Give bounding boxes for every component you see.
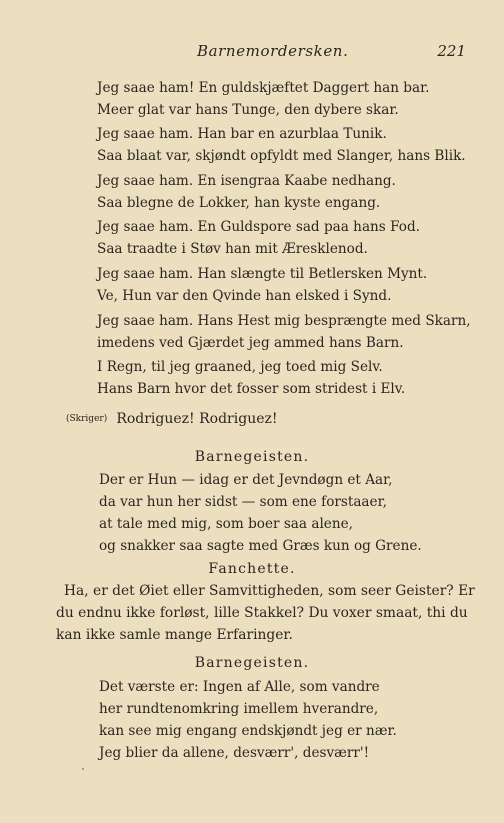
prose-paragraph — [56, 580, 478, 646]
verse-line: her rundtenomkring imellem hverandre, — [99, 701, 379, 717]
speaker-name: Fanchette. — [208, 561, 296, 577]
prose-line: kan ikke samle mange Erfaringer. — [56, 627, 293, 643]
verse-line: Jeg saae ham. Han slængte til Betlersken Mynt. — [97, 266, 428, 282]
stage-direction: (Skriger) — [66, 414, 108, 424]
stanza — [99, 469, 479, 557]
verse-line: Saa traadte i Støv han mit Æresklenod. — [97, 241, 368, 257]
verse-line: Saa blaat var, skjøndt opfyldt med Slanger, hans Blik. — [97, 148, 466, 164]
stanza — [97, 77, 477, 121]
verse-line: I Regn, til jeg graaned, jeg toed mig Selv. — [97, 359, 383, 375]
verse-line: Jeg saae ham! En guldskjæftet Daggert han bar. — [97, 80, 430, 96]
speaker-name: Barnegeisten. — [194, 655, 310, 671]
stanza — [97, 216, 477, 260]
stanza — [97, 310, 477, 354]
verse-line: Jeg saae ham. Han bar en azurblaa Tunik. — [97, 126, 387, 142]
page-header — [0, 42, 504, 62]
stanza — [99, 676, 479, 764]
verse-line: Ve, Hun var den Qvinde han elsked i Synd. — [97, 288, 392, 304]
verse-line: Hans Barn hvor det fosser som stridest i Elv. — [97, 381, 406, 397]
verse-line: Jeg saae ham. En isengraa Kaabe nedhang. — [97, 173, 396, 189]
verse-line: imedens ved Gjærdet jeg ammed hans Barn. — [97, 335, 404, 351]
verse-line: Der er Hun — idag er det Jevndøgn et Aar, — [99, 472, 393, 488]
stanza — [97, 123, 477, 167]
verse-line: at tale med mig, som boer saa alene, — [99, 516, 353, 532]
verse-line: Jeg saae ham. En Guldspore sad paa hans Fod. — [97, 219, 420, 235]
verse-line: da var hun her sidst — som ene forstaaer, — [99, 494, 387, 510]
stanza — [97, 356, 477, 400]
stanza — [97, 170, 477, 214]
stanza — [97, 263, 477, 307]
paper-speck — [82, 768, 84, 770]
page-number: 221 — [437, 42, 466, 60]
prose-line: du endnu ikke forløst, lille Stakkel? Du voxer smaat, thi du — [56, 605, 468, 621]
verse-line: Saa blegne de Lokker, han kyste engang. — [97, 195, 381, 211]
speaker-name: Barnegeisten. — [194, 449, 310, 465]
running-title: Barnemordersken. — [197, 42, 349, 60]
verse-line: Det værste er: Ingen af Alle, som vandre — [99, 679, 380, 695]
verse-line: Meer glat var hans Tunge, den dybere skar. — [97, 102, 399, 118]
verse-line: Jeg saae ham. Hans Hest mig besprængte med Skarn, — [97, 313, 471, 329]
verse-line: kan see mig engang endskjøndt jeg er nær. — [99, 723, 397, 739]
stage-line — [66, 408, 278, 427]
verse-line: Jeg blier da allene, desværr', desværr'! — [99, 745, 370, 761]
prose-line: Ha, er det Øiet eller Samvittigheden, som seer Geister? Er — [64, 583, 475, 599]
verse-line: og snakker saa sagte med Græs kun og Grene. — [99, 538, 422, 554]
stage-speech: Rodriguez! Rodriguez! — [116, 411, 278, 427]
